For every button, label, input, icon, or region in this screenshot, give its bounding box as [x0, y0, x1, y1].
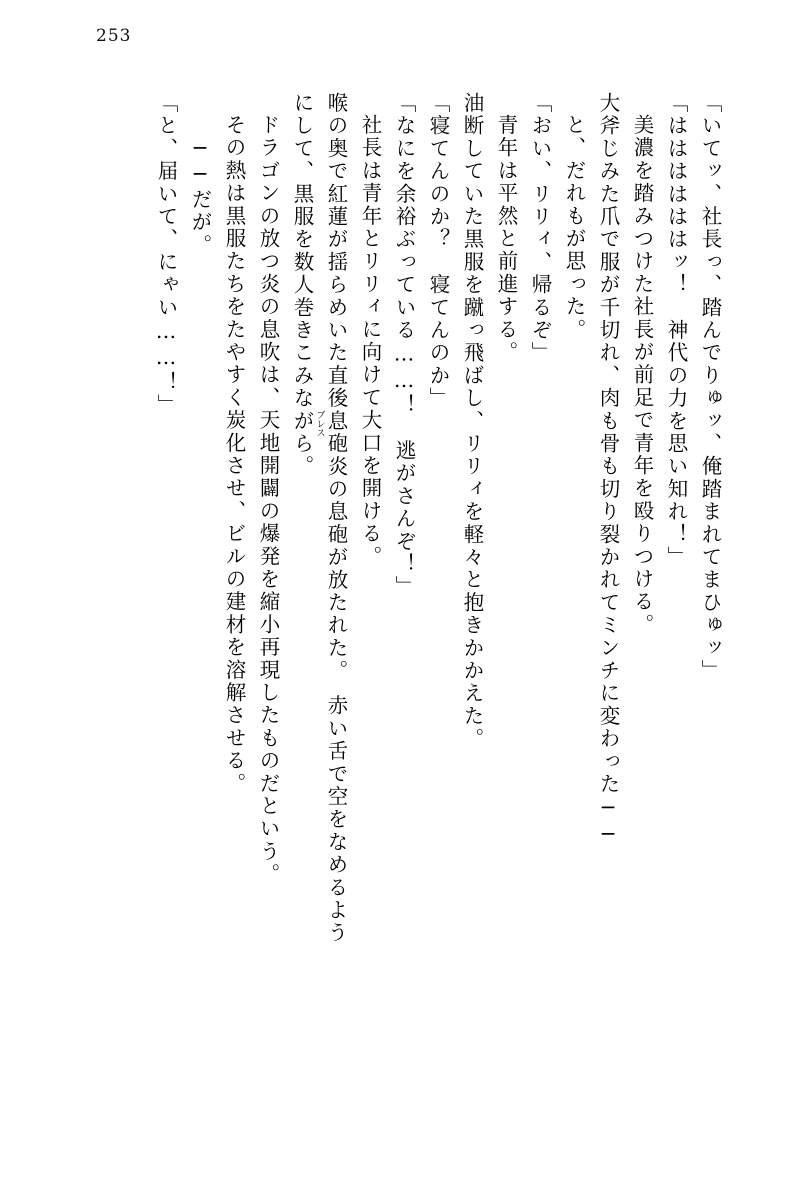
text-line: 油断していた黒服を蹴っ飛ばし、リリィを軽々と抱きかかえた。 [460, 92, 484, 751]
text-line: 「なにを余裕ぶっている……！ 逃がさんぞ！」 [392, 92, 416, 599]
ruby-group [314, 409, 348, 456]
ruby-base: 息砲 [324, 409, 348, 456]
text-line: ──だが。 [188, 136, 212, 257]
text-line: 「いてッ、社長っ、踏んでりゅッ、俺踏まれてまひゅッ」 [698, 92, 722, 683]
text-line: 青年は平然と前進する。 [494, 114, 518, 364]
text-line: 美濃を踏みつけた社長が前足で青年を殴りつける。 [630, 114, 654, 637]
text-line: ドラゴンの放つ炎の息吹は、天地開闢の爆発を縮小再現したものだという。 [256, 114, 280, 886]
text-line: 社長は青年とリリィに向けて大口を開ける。 [358, 114, 382, 568]
ruby-reading: ブレス [314, 409, 325, 437]
vertical-text-body [60, 92, 720, 1102]
text-line: 「と、届いて、にゃい……！」 [154, 92, 178, 417]
text-line: その熱は黒服たちをたやすく炭化させ、ビルの建材を溶解させる。 [222, 114, 246, 795]
page-number: 253 [96, 26, 132, 46]
text-line: と、だれもが思った。 [562, 114, 586, 341]
text-line: 大斧じみた爪で服が千切れ、肉も骨も切り裂かれてミンチに変わった── [596, 92, 620, 849]
text-line: 「ははははははッ！ 神代の力を思い知れ！」 [664, 92, 688, 569]
text-line: 「寝てんのか？ 寝てんのか」 [426, 92, 450, 410]
text-line: 「おい、リリィ、帰るぞ」 [528, 92, 552, 365]
text-line: にして、黒服を数人巻きこみながら。 [290, 92, 314, 478]
text-line: 喉の奥で紅蓮が揺らめいた直後息砲 ブレス 炎の息砲が放たれた。 赤い舌で空をなめるよう [314, 92, 348, 945]
